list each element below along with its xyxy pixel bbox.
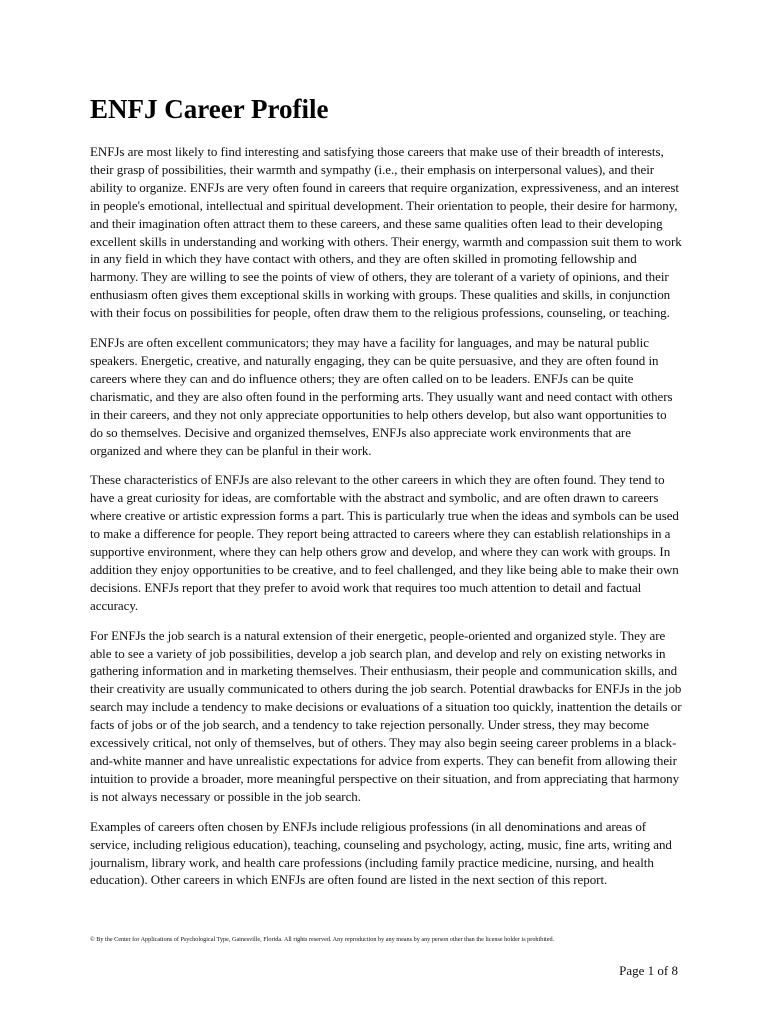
- paragraph-5: Examples of careers often chosen by ENFJs include religious professions (in all denominations and areas of service, including religious education), teaching, counseling and psychology, acting, music, fine arts, writing and journalism, library work, and health care professions (including family practice medicine, nursing, and health education). Other careers in which ENFJs are often found are listed in the next section of this report.: [90, 818, 672, 888]
- copyright-notice: © By the Center for Applications of Psychological Type, Gainesville, Florida. All rights reserved. Any reproduction by any means by any person other than the license holder is prohibited.: [90, 936, 555, 943]
- body-text: [90, 143, 682, 901]
- paragraph-3: These characteristics of ENFJs are also relevant to the other careers in which they are often found. They tend to have a great curiosity for ideas, are comfortable with the abstract and symbolic, and are often drawn to careers where creative or artistic expression forms a part. This is particularly true when the ideas and symbols can be used to make a difference for people. They report being attracted to careers where they can establish relationships in a supportive environment, where they can help others grow and develop, and where they can work with groups. In addition they enjoy opportunities to be creative, and to feel challenged, and they like being able to make their own decisions. ENFJs report that they prefer to avoid work that requires too much attention to detail and factual accuracy.: [90, 472, 679, 613]
- page-number: Page 1 of 8: [619, 963, 678, 978]
- paragraph-1: ENFJs are most likely to find interesting and satisfying those careers that make use of their breadth of interests, their grasp of possibilities, their warmth and sympathy (i.e., their emphasis on interpersonal values), and their ability to organize. ENFJs are very often found in careers that require organization, expressiveness, and an interest in people's emotional, intellectual and spiritual development. Their orientation to people, their desire for harmony, and their imagination often attract them to these careers, and these same qualities often lead to their developing excellent skills in understanding and working with others. Their energy, warmth and compassion suit them to work in any field in which they have contact with others, and they are often skilled in promoting fellowship and harmony. They are willing to see the points of view of others, they are tolerant of a variety of opinions, and their enthusiasm often gives them exceptional skills in working with groups. These qualities and skills, in conjunction with their focus on possibilities for people, often draw them to the religious professions, counseling, or teaching.: [90, 144, 682, 321]
- paragraph-2: ENFJs are often excellent communicators; they may have a facility for languages, and may be natural public speakers. Energetic, creative, and naturally engaging, they can be quite persuasive, and they are often found in careers where they can and do influence others; they are often called on to be leaders. ENFJs can be quite charismatic, and they are also often found in the performing arts. They usually want and need contact with others in their careers, and they not only appreciate opportunities to help others develop, but also want opportunities to do so themselves. Decisive and organized themselves, ENFJs also appreciate work environments that are organized and where they can be planful in their work.: [90, 335, 673, 458]
- paragraph-4: For ENFJs the job search is a natural extension of their energetic, people-oriented and organized style. They are able to see a variety of job possibilities, develop a job search plan, and develop and rely on existing networks in gathering information and in marketing themselves. Their enthusiasm, their people and communication skills, and their creativity are usually communicated to others during the job search. Potential drawbacks for ENFJs in the job search may include a tendency to make decisions or evaluations of a situation too quickly, inattention the details or facts of jobs or of the job search, and a tendency to take rejection personally. Under stress, they may become excessively critical, not only of themselves, but of others. They may also begin seeing career problems in a black-and-white manner and have unrealistic expectations for advice from experts. They can benefit from allowing their intuition to provide a broader, more meaningful perspective on their situation, and from appreciating that harmony is not always necessary or possible in the job search.: [90, 627, 682, 804]
- page-title: ENFJ Career Profile: [90, 94, 329, 124]
